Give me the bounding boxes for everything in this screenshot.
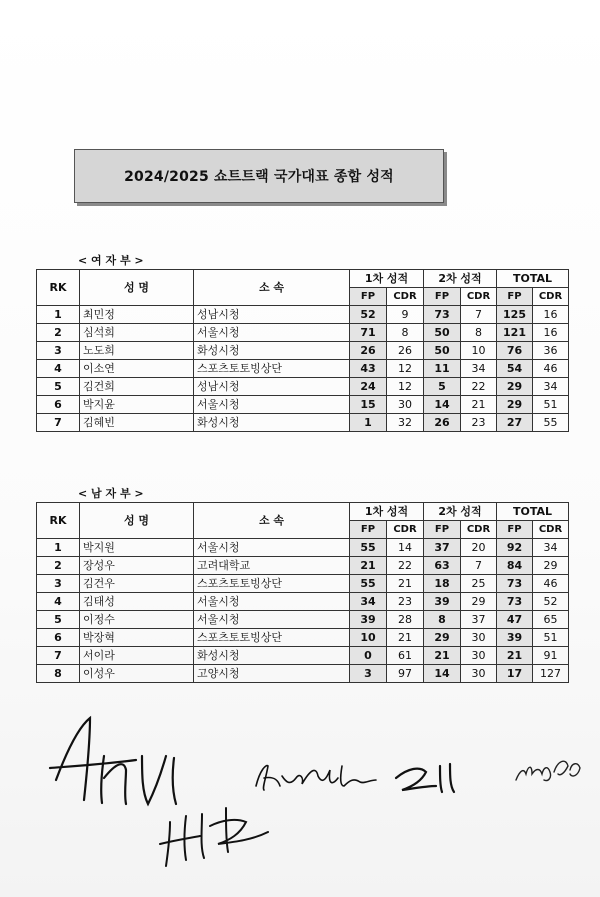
athlete-name-cell: 최민정: [80, 306, 194, 324]
athlete-name-cell: 김건희: [80, 378, 194, 396]
round2-fp-cell: 5: [424, 378, 461, 396]
rank-cell: 2: [37, 324, 80, 342]
table-row: [37, 557, 569, 575]
round1-cdr-cell: 32: [387, 414, 424, 432]
total-cdr-cell: 127: [533, 665, 569, 683]
fp-header: FP: [497, 521, 533, 539]
round1-fp-cell: 26: [350, 342, 387, 360]
round1-cdr-cell: 23: [387, 593, 424, 611]
round2-fp-cell: 26: [424, 414, 461, 432]
round2-fp-cell: 14: [424, 396, 461, 414]
athlete-name-cell: 노도희: [80, 342, 194, 360]
total-fp-cell: 76: [497, 342, 533, 360]
athlete-name-cell: 김태성: [80, 593, 194, 611]
table-row: [37, 665, 569, 683]
signature-3: [392, 760, 472, 800]
rank-cell: 7: [37, 647, 80, 665]
table-row: [37, 396, 569, 414]
total-fp-cell: 121: [497, 324, 533, 342]
rank-cell: 7: [37, 414, 80, 432]
round1-fp-cell: 71: [350, 324, 387, 342]
total-cdr-cell: 65: [533, 611, 569, 629]
rank-cell: 3: [37, 342, 80, 360]
round2-fp-cell: 37: [424, 539, 461, 557]
athlete-name-cell: 박지원: [80, 539, 194, 557]
rank-cell: 3: [37, 575, 80, 593]
round1-cdr-cell: 12: [387, 378, 424, 396]
round2-cdr-cell: 7: [461, 306, 497, 324]
cdr-header: CDR: [461, 288, 497, 306]
team-cell: 서울시청: [194, 396, 350, 414]
team-cell: 성남시청: [194, 306, 350, 324]
fp-header: FP: [424, 521, 461, 539]
athlete-name-cell: 박장혁: [80, 629, 194, 647]
fp-header: FP: [497, 288, 533, 306]
round1-cdr-cell: 22: [387, 557, 424, 575]
total-fp-cell: 54: [497, 360, 533, 378]
round1-fp-cell: 1: [350, 414, 387, 432]
team-cell: 화성시청: [194, 342, 350, 360]
cdr-header: CDR: [461, 521, 497, 539]
rank-cell: 8: [37, 665, 80, 683]
round1-cdr-cell: 12: [387, 360, 424, 378]
round1-fp-cell: 21: [350, 557, 387, 575]
total-cdr-cell: 55: [533, 414, 569, 432]
round1-fp-cell: 55: [350, 539, 387, 557]
athlete-name-cell: 김혜빈: [80, 414, 194, 432]
round2-fp-cell: 29: [424, 629, 461, 647]
total-cdr-cell: 46: [533, 360, 569, 378]
round2-fp-cell: 8: [424, 611, 461, 629]
round2-fp-cell: 14: [424, 665, 461, 683]
round1-cdr-cell: 14: [387, 539, 424, 557]
round2-cdr-cell: 21: [461, 396, 497, 414]
name-header: 성 명: [80, 270, 194, 306]
table-row: [37, 378, 569, 396]
round2-cdr-cell: 30: [461, 665, 497, 683]
round1-cdr-cell: 30: [387, 396, 424, 414]
round1-fp-cell: 52: [350, 306, 387, 324]
round2-cdr-cell: 29: [461, 593, 497, 611]
total-fp-cell: 17: [497, 665, 533, 683]
team-cell: 화성시청: [194, 647, 350, 665]
total-fp-cell: 27: [497, 414, 533, 432]
round1-cdr-cell: 28: [387, 611, 424, 629]
cdr-header: CDR: [533, 521, 569, 539]
team-cell: 고양시청: [194, 665, 350, 683]
rank-cell: 6: [37, 396, 80, 414]
rank-cell: 5: [37, 378, 80, 396]
table-row: [37, 414, 569, 432]
table-row: [37, 324, 569, 342]
team-cell: 서울시청: [194, 539, 350, 557]
rank-cell: 4: [37, 593, 80, 611]
total-fp-cell: 84: [497, 557, 533, 575]
cdr-header: CDR: [387, 521, 424, 539]
total-fp-cell: 39: [497, 629, 533, 647]
round1-cdr-cell: 21: [387, 575, 424, 593]
round2-cdr-cell: 7: [461, 557, 497, 575]
rank-header: RK: [37, 270, 80, 306]
round2-fp-cell: 63: [424, 557, 461, 575]
cdr-header: CDR: [533, 288, 569, 306]
team-header: 소 속: [194, 503, 350, 539]
rank-cell: 1: [37, 306, 80, 324]
round2-cdr-cell: 23: [461, 414, 497, 432]
total-cdr-cell: 36: [533, 342, 569, 360]
total-cdr-cell: 52: [533, 593, 569, 611]
rank-cell: 4: [37, 360, 80, 378]
round1-fp-cell: 15: [350, 396, 387, 414]
round1-fp-cell: 24: [350, 378, 387, 396]
round2-fp-cell: 73: [424, 306, 461, 324]
round2-cdr-cell: 10: [461, 342, 497, 360]
document-title: 2024/2025 쇼트트랙 국가대표 종합 성적: [74, 149, 444, 203]
round1-cdr-cell: 21: [387, 629, 424, 647]
women-section-label: < 여 자 부 >: [78, 254, 144, 267]
round1-cdr-cell: 8: [387, 324, 424, 342]
round2-cdr-cell: 22: [461, 378, 497, 396]
athlete-name-cell: 이소연: [80, 360, 194, 378]
team-cell: 스포츠토토빙상단: [194, 360, 350, 378]
total-cdr-cell: 46: [533, 575, 569, 593]
rank-header: RK: [37, 503, 80, 539]
round1-fp-cell: 3: [350, 665, 387, 683]
round2-fp-cell: 11: [424, 360, 461, 378]
round1-cdr-cell: 26: [387, 342, 424, 360]
total-cdr-cell: 16: [533, 306, 569, 324]
men-section-label: < 남 자 부 >: [78, 487, 144, 500]
total-fp-cell: 73: [497, 593, 533, 611]
round1-header: 1차 성적: [350, 270, 424, 288]
total-fp-cell: 125: [497, 306, 533, 324]
round2-cdr-cell: 34: [461, 360, 497, 378]
total-fp-cell: 29: [497, 396, 533, 414]
table-row: [37, 593, 569, 611]
round2-fp-cell: 50: [424, 342, 461, 360]
round2-cdr-cell: 8: [461, 324, 497, 342]
total-cdr-cell: 51: [533, 629, 569, 647]
team-cell: 화성시청: [194, 414, 350, 432]
total-cdr-cell: 34: [533, 539, 569, 557]
athlete-name-cell: 이정수: [80, 611, 194, 629]
men-table-body: [37, 539, 569, 683]
athlete-name-cell: 서이라: [80, 647, 194, 665]
name-header: 성 명: [80, 503, 194, 539]
team-cell: 스포츠토토빙상단: [194, 575, 350, 593]
total-cdr-cell: 34: [533, 378, 569, 396]
total-cdr-cell: 51: [533, 396, 569, 414]
round2-fp-cell: 21: [424, 647, 461, 665]
table-row: [37, 647, 569, 665]
total-cdr-cell: 91: [533, 647, 569, 665]
table-row: [37, 629, 569, 647]
team-cell: 성남시청: [194, 378, 350, 396]
athlete-name-cell: 이성우: [80, 665, 194, 683]
round1-fp-cell: 0: [350, 647, 387, 665]
athlete-name-cell: 김건우: [80, 575, 194, 593]
round2-cdr-cell: 25: [461, 575, 497, 593]
women-table-header: [37, 270, 569, 306]
athlete-name-cell: 장성우: [80, 557, 194, 575]
total-header: TOTAL: [497, 503, 569, 521]
team-cell: 서울시청: [194, 593, 350, 611]
signature-4: [514, 756, 584, 790]
total-fp-cell: 47: [497, 611, 533, 629]
round2-cdr-cell: 20: [461, 539, 497, 557]
total-fp-cell: 73: [497, 575, 533, 593]
total-fp-cell: 29: [497, 378, 533, 396]
team-cell: 스포츠토토빙상단: [194, 629, 350, 647]
round2-header: 2차 성적: [424, 270, 497, 288]
team-header: 소 속: [194, 270, 350, 306]
round1-cdr-cell: 61: [387, 647, 424, 665]
table-row: [37, 575, 569, 593]
round1-cdr-cell: 9: [387, 306, 424, 324]
total-fp-cell: 92: [497, 539, 533, 557]
total-cdr-cell: 16: [533, 324, 569, 342]
total-cdr-cell: 29: [533, 557, 569, 575]
women-table-body: [37, 306, 569, 432]
round1-fp-cell: 34: [350, 593, 387, 611]
round2-header: 2차 성적: [424, 503, 497, 521]
round2-fp-cell: 50: [424, 324, 461, 342]
cdr-header: CDR: [387, 288, 424, 306]
round2-fp-cell: 18: [424, 575, 461, 593]
signature-5: [156, 796, 286, 880]
men-table-header: [37, 503, 569, 539]
rank-cell: 2: [37, 557, 80, 575]
round2-cdr-cell: 30: [461, 647, 497, 665]
fp-header: FP: [350, 521, 387, 539]
table-row: [37, 360, 569, 378]
fp-header: FP: [350, 288, 387, 306]
round2-fp-cell: 39: [424, 593, 461, 611]
round1-fp-cell: 10: [350, 629, 387, 647]
table-row: [37, 539, 569, 557]
total-fp-cell: 21: [497, 647, 533, 665]
men-results-table: [36, 502, 569, 683]
total-header: TOTAL: [497, 270, 569, 288]
table-row: [37, 306, 569, 324]
team-cell: 서울시청: [194, 611, 350, 629]
round2-cdr-cell: 30: [461, 629, 497, 647]
table-row: [37, 342, 569, 360]
round1-header: 1차 성적: [350, 503, 424, 521]
round1-cdr-cell: 97: [387, 665, 424, 683]
team-cell: 고려대학교: [194, 557, 350, 575]
fp-header: FP: [424, 288, 461, 306]
round2-cdr-cell: 37: [461, 611, 497, 629]
athlete-name-cell: 박지윤: [80, 396, 194, 414]
team-cell: 서울시청: [194, 324, 350, 342]
rank-cell: 1: [37, 539, 80, 557]
rank-cell: 6: [37, 629, 80, 647]
women-results-table: [36, 269, 569, 432]
round1-fp-cell: 43: [350, 360, 387, 378]
round1-fp-cell: 55: [350, 575, 387, 593]
rank-cell: 5: [37, 611, 80, 629]
signature-2: [252, 756, 382, 800]
athlete-name-cell: 심석희: [80, 324, 194, 342]
table-row: [37, 611, 569, 629]
round1-fp-cell: 39: [350, 611, 387, 629]
